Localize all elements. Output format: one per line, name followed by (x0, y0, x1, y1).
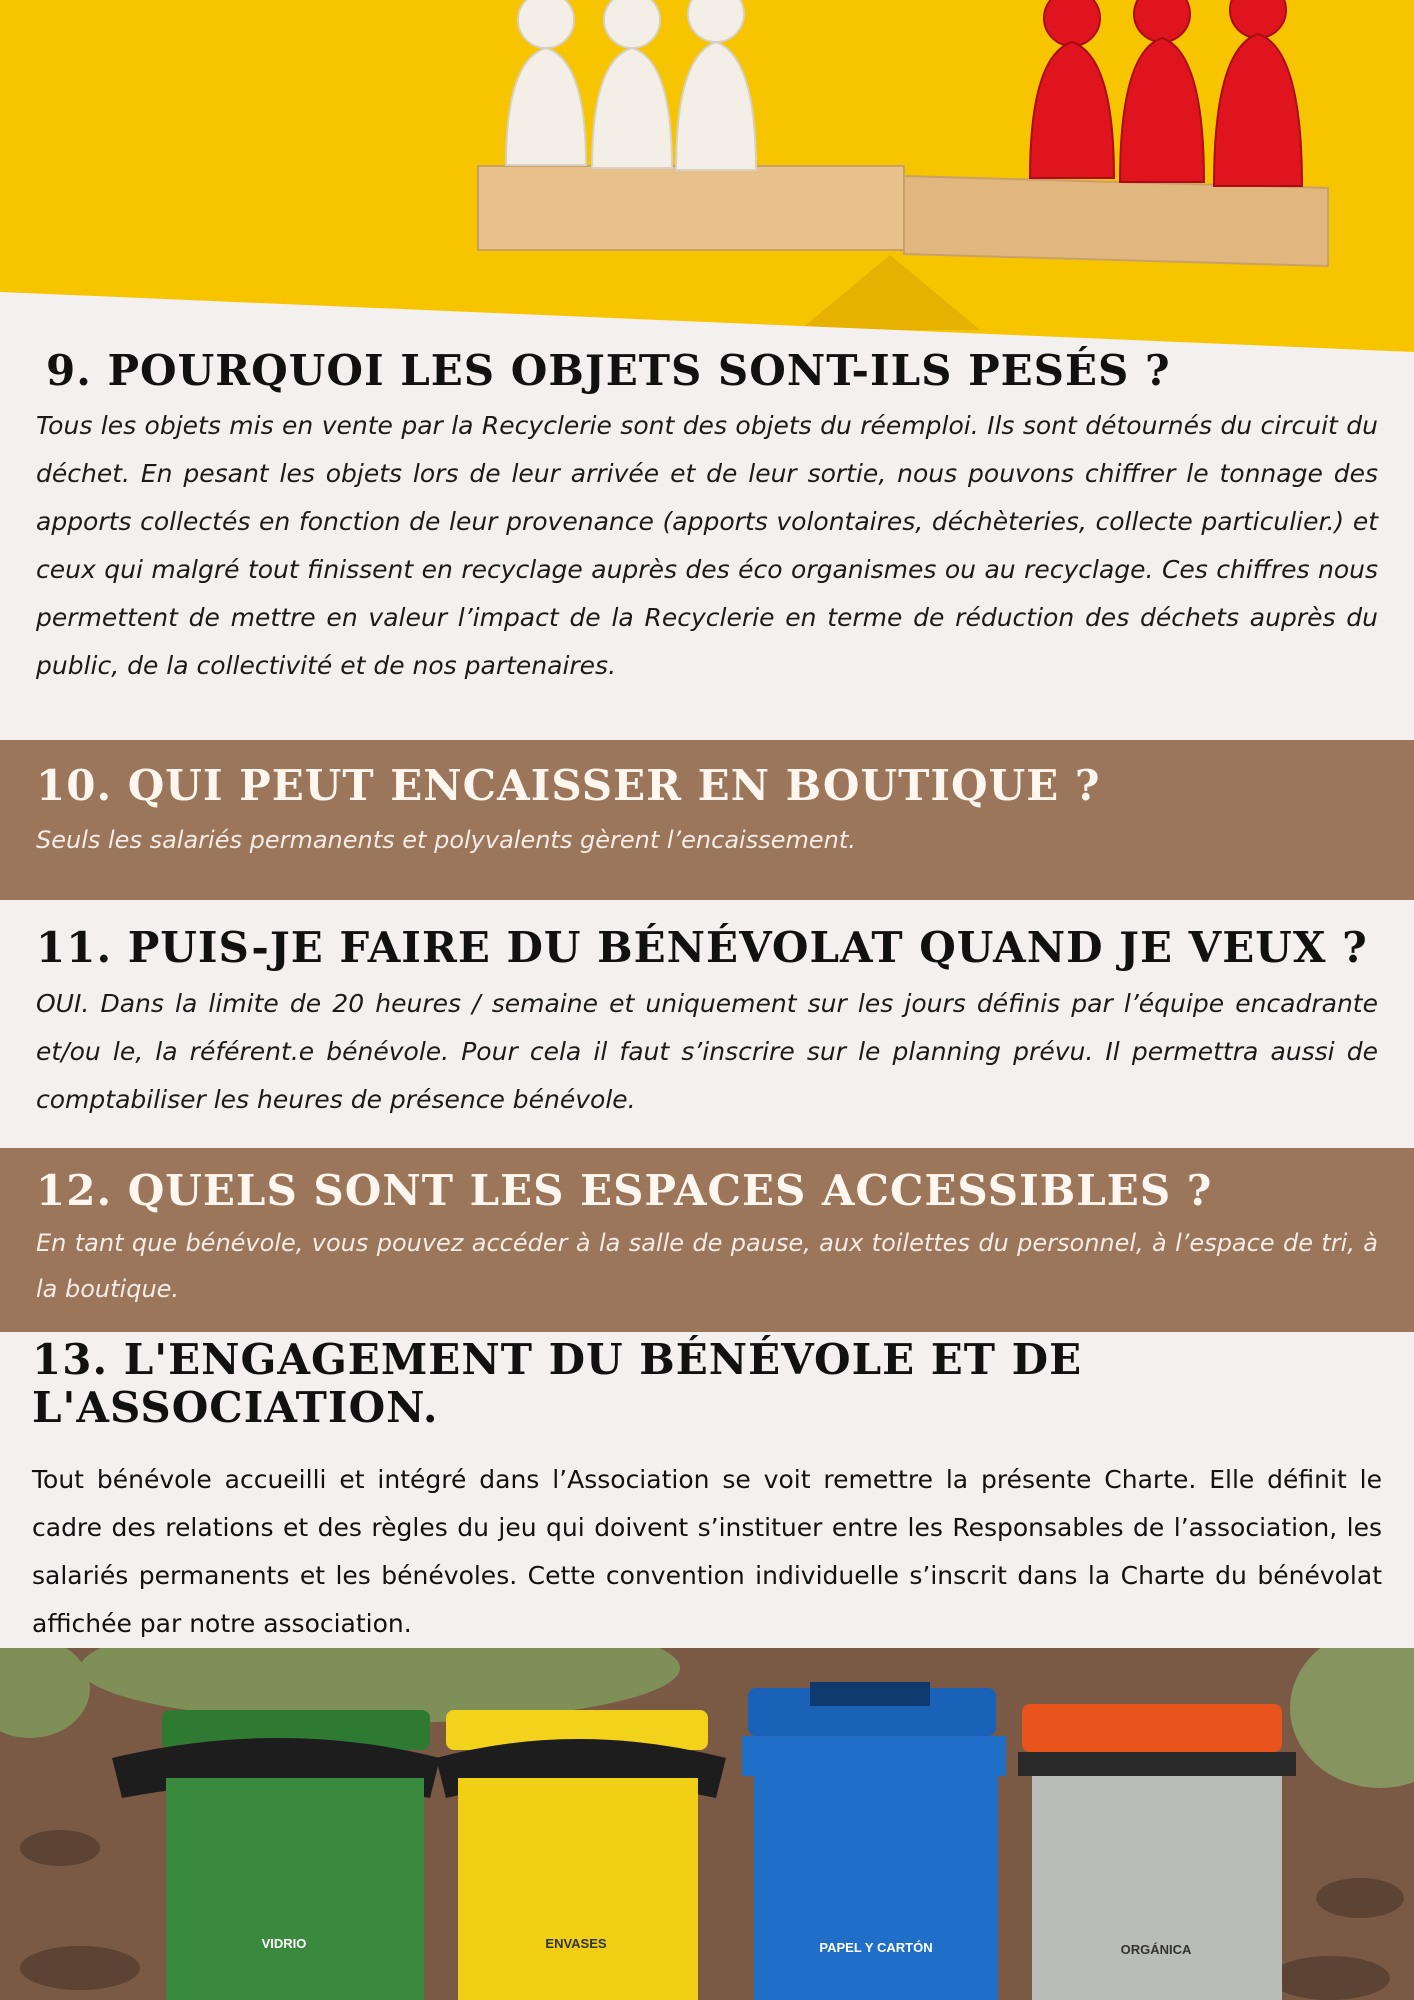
section-9-title: 9. POURQUOI LES OBJETS SONT-ILS PESÉS ? (46, 346, 1171, 395)
section-11-body (36, 980, 1378, 1124)
section-10 (0, 740, 1414, 900)
section-11-body-rest: . Dans la limite de 20 heures / semaine et uniquement sur les jours définis par l’équipe encadrante et/ou le, la référent.e bénévole. Pour cela il faut s’inscrire sur le planning prévu. Il permettra aussi de comptabiliser les heures de présence bénévole. (36, 989, 1378, 1114)
section-12-title: 12. QUELS SONT LES ESPACES ACCESSIBLES ? (36, 1166, 1213, 1215)
section-11-title: 11. PUIS-JE FAIRE DU BÉNÉVOLAT QUAND JE VEUX ? (36, 923, 1368, 972)
section-10-body: Seuls les salariés permanents et polyvalents gèrent l’encaissement. (36, 826, 856, 854)
section-10-title: 10. QUI PEUT ENCAISSER EN BOUTIQUE ? (36, 761, 1101, 810)
bin-label-organic: ORGÁNICA (1120, 1942, 1192, 1957)
section-11-body-lead: OUI (36, 989, 82, 1018)
section-13-body: Tout bénévole accueilli et intégré dans l’Association se voit remettre la présente Charte. Elle définit le cadre des relations et des règles du jeu qui doivent s’instituer entre les Responsables de l’association, les salariés permanents et les bénévoles. Cette convention individuelle s’inscrit dans la Charte du bénévolat affichée par notre association. (32, 1465, 1382, 1638)
section-13-title: 13. L'ENGAGEMENT DU BÉNÉVOLE ET DE L'ASSOCIATION. (32, 1335, 1083, 1432)
section-11 (0, 910, 1414, 1140)
section-9 (0, 340, 1414, 730)
section-13 (0, 1336, 1414, 1648)
bin-label-packaging: ENVASES (545, 1936, 607, 1951)
section-9-body: Tous les objets mis en vente par la Recyclerie sont des objets du réemploi. Ils sont détournés du circuit du déchet. En pesant les objets lors de leur arrivée et de leur sortie, nous pouvons chiffrer le tonnage des apports collectés en fonction de leur provenance (apports volontaires, déchèteries, collecte particulier.) et ceux qui malgré tout finissent en recyclage auprès des éco organismes ou au recyclage. Ces chiffres nous permettent de mettre en valeur l’impact de la Recyclerie en terme de réduction des déchets auprès du public, de la collectivité et de nos partenaires. (36, 411, 1378, 680)
section-12-body: En tant que bénévole, vous pouvez accéder à la salle de pause, aux toilettes du personnel, à l’espace de tri, à la boutique. (36, 1229, 1378, 1303)
balance-scale-figures-icon (0, 0, 1414, 360)
section-12 (0, 1148, 1414, 1332)
bin-label-paper: PAPEL Y CARTÓN (819, 1940, 933, 1955)
bin-label-glass: VIDRIO (261, 1936, 307, 1951)
recycling-bins-photo (0, 1648, 1414, 2000)
header-photo (0, 0, 1414, 360)
